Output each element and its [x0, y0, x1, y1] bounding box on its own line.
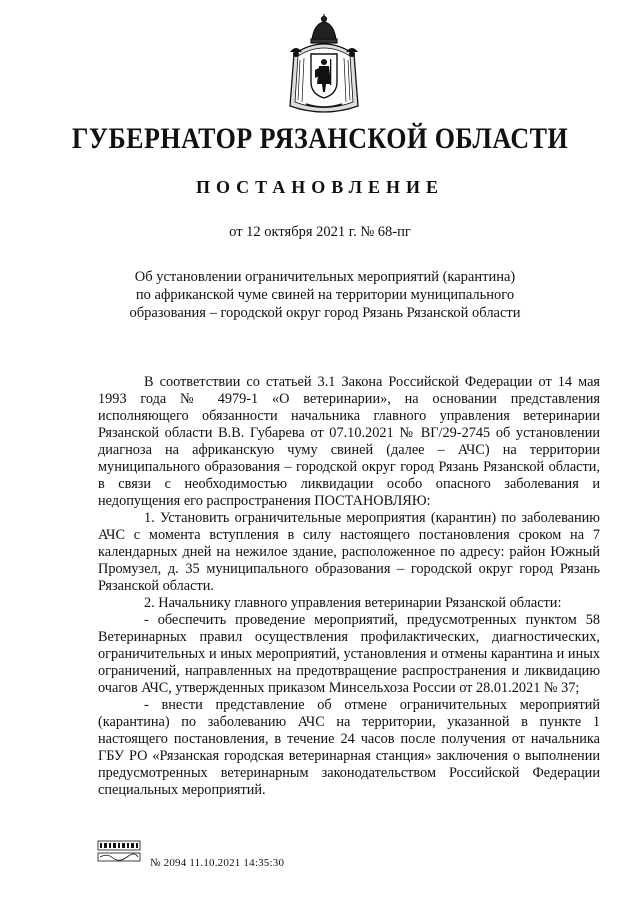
coat-of-arms-emblem — [284, 14, 364, 118]
preamble-paragraph: В соответствии со статьей 3.1 Закона Российской Федерации от 14 мая 1993 года № 4979-1 «О ветеринарии», на основании представления исполняющего обязанности начальника главного управления ветеринарии Рязанской области В.В. Губарева от 07.10.2021 № ВГ/29-2745 об установлении диагноза на африканскую чуму свиней (далее – АЧС) на территории муниципального образования – городской округ город Рязань Рязанской области, в связи с необходимостью ликвидации особо опасного заболевания и недопущения его распространения ПОСТАНОВЛЯЮ: — [98, 374, 600, 509]
subject-line-2: по африканской чуме свиней на территории муниципального — [135, 287, 515, 303]
registration-stamp-graphic — [97, 840, 141, 862]
clause-1-paragraph: 1. Установить ограничительные мероприятия (карантин) по заболеванию АЧС с момента вступления в силу настоящего постановления сроком на 7 календарных дней на нежилое здание, расположенное по адресу: район Южный Промузел, д. 35 муниципального образования – городской округ город Рязань Рязанской области. — [98, 510, 600, 594]
clause-2-item-2: - внести представление об отмене ограничительных мероприятий (карантина) по заболеванию АЧС на территории, указанной в пункте 1 настоящего постановления, в течение 24 часов после получения от начальника ГБУ РО «Рязанская городская ветеринарная станция» заключения о выполнении предусмотренных ветеринарным законодательством Российской Федерации специальных мероприятий. — [98, 697, 600, 798]
decree-subject — [110, 268, 540, 322]
governor-title: ГУБЕРНАТОР РЯЗАНСКОЙ ОБЛАСТИ — [71, 122, 569, 155]
document-type-heading: ПОСТАНОВЛЕНИЕ — [195, 177, 445, 197]
clause-2-paragraph: 2. Начальнику главного управления ветеринарии Рязанской области: — [144, 595, 562, 611]
registration-note: № 2094 11.10.2021 14:35:30 — [150, 857, 285, 869]
clause-2-item-1: - обеспечить проведение мероприятий, предусмотренных пунктом 58 Ветеринарных правил осуществления профилактических, диагностических, ограничительных и иных мероприятий, установления и отмены карантина и иных ограничений, направленных на предотвращение распространения и ликвидацию очагов АЧС, утвержденных приказом Минсельхоза России от 28.01.2021 № 37; — [98, 612, 600, 696]
decree-body — [98, 374, 600, 799]
subject-line-3: образования – городской округ город Рязань Рязанской области — [129, 305, 521, 321]
decree-date-number: от 12 октября 2021 г. № 68-пг — [229, 224, 411, 240]
subject-line-1: Об установлении ограничительных мероприятий (карантина) — [134, 269, 516, 285]
